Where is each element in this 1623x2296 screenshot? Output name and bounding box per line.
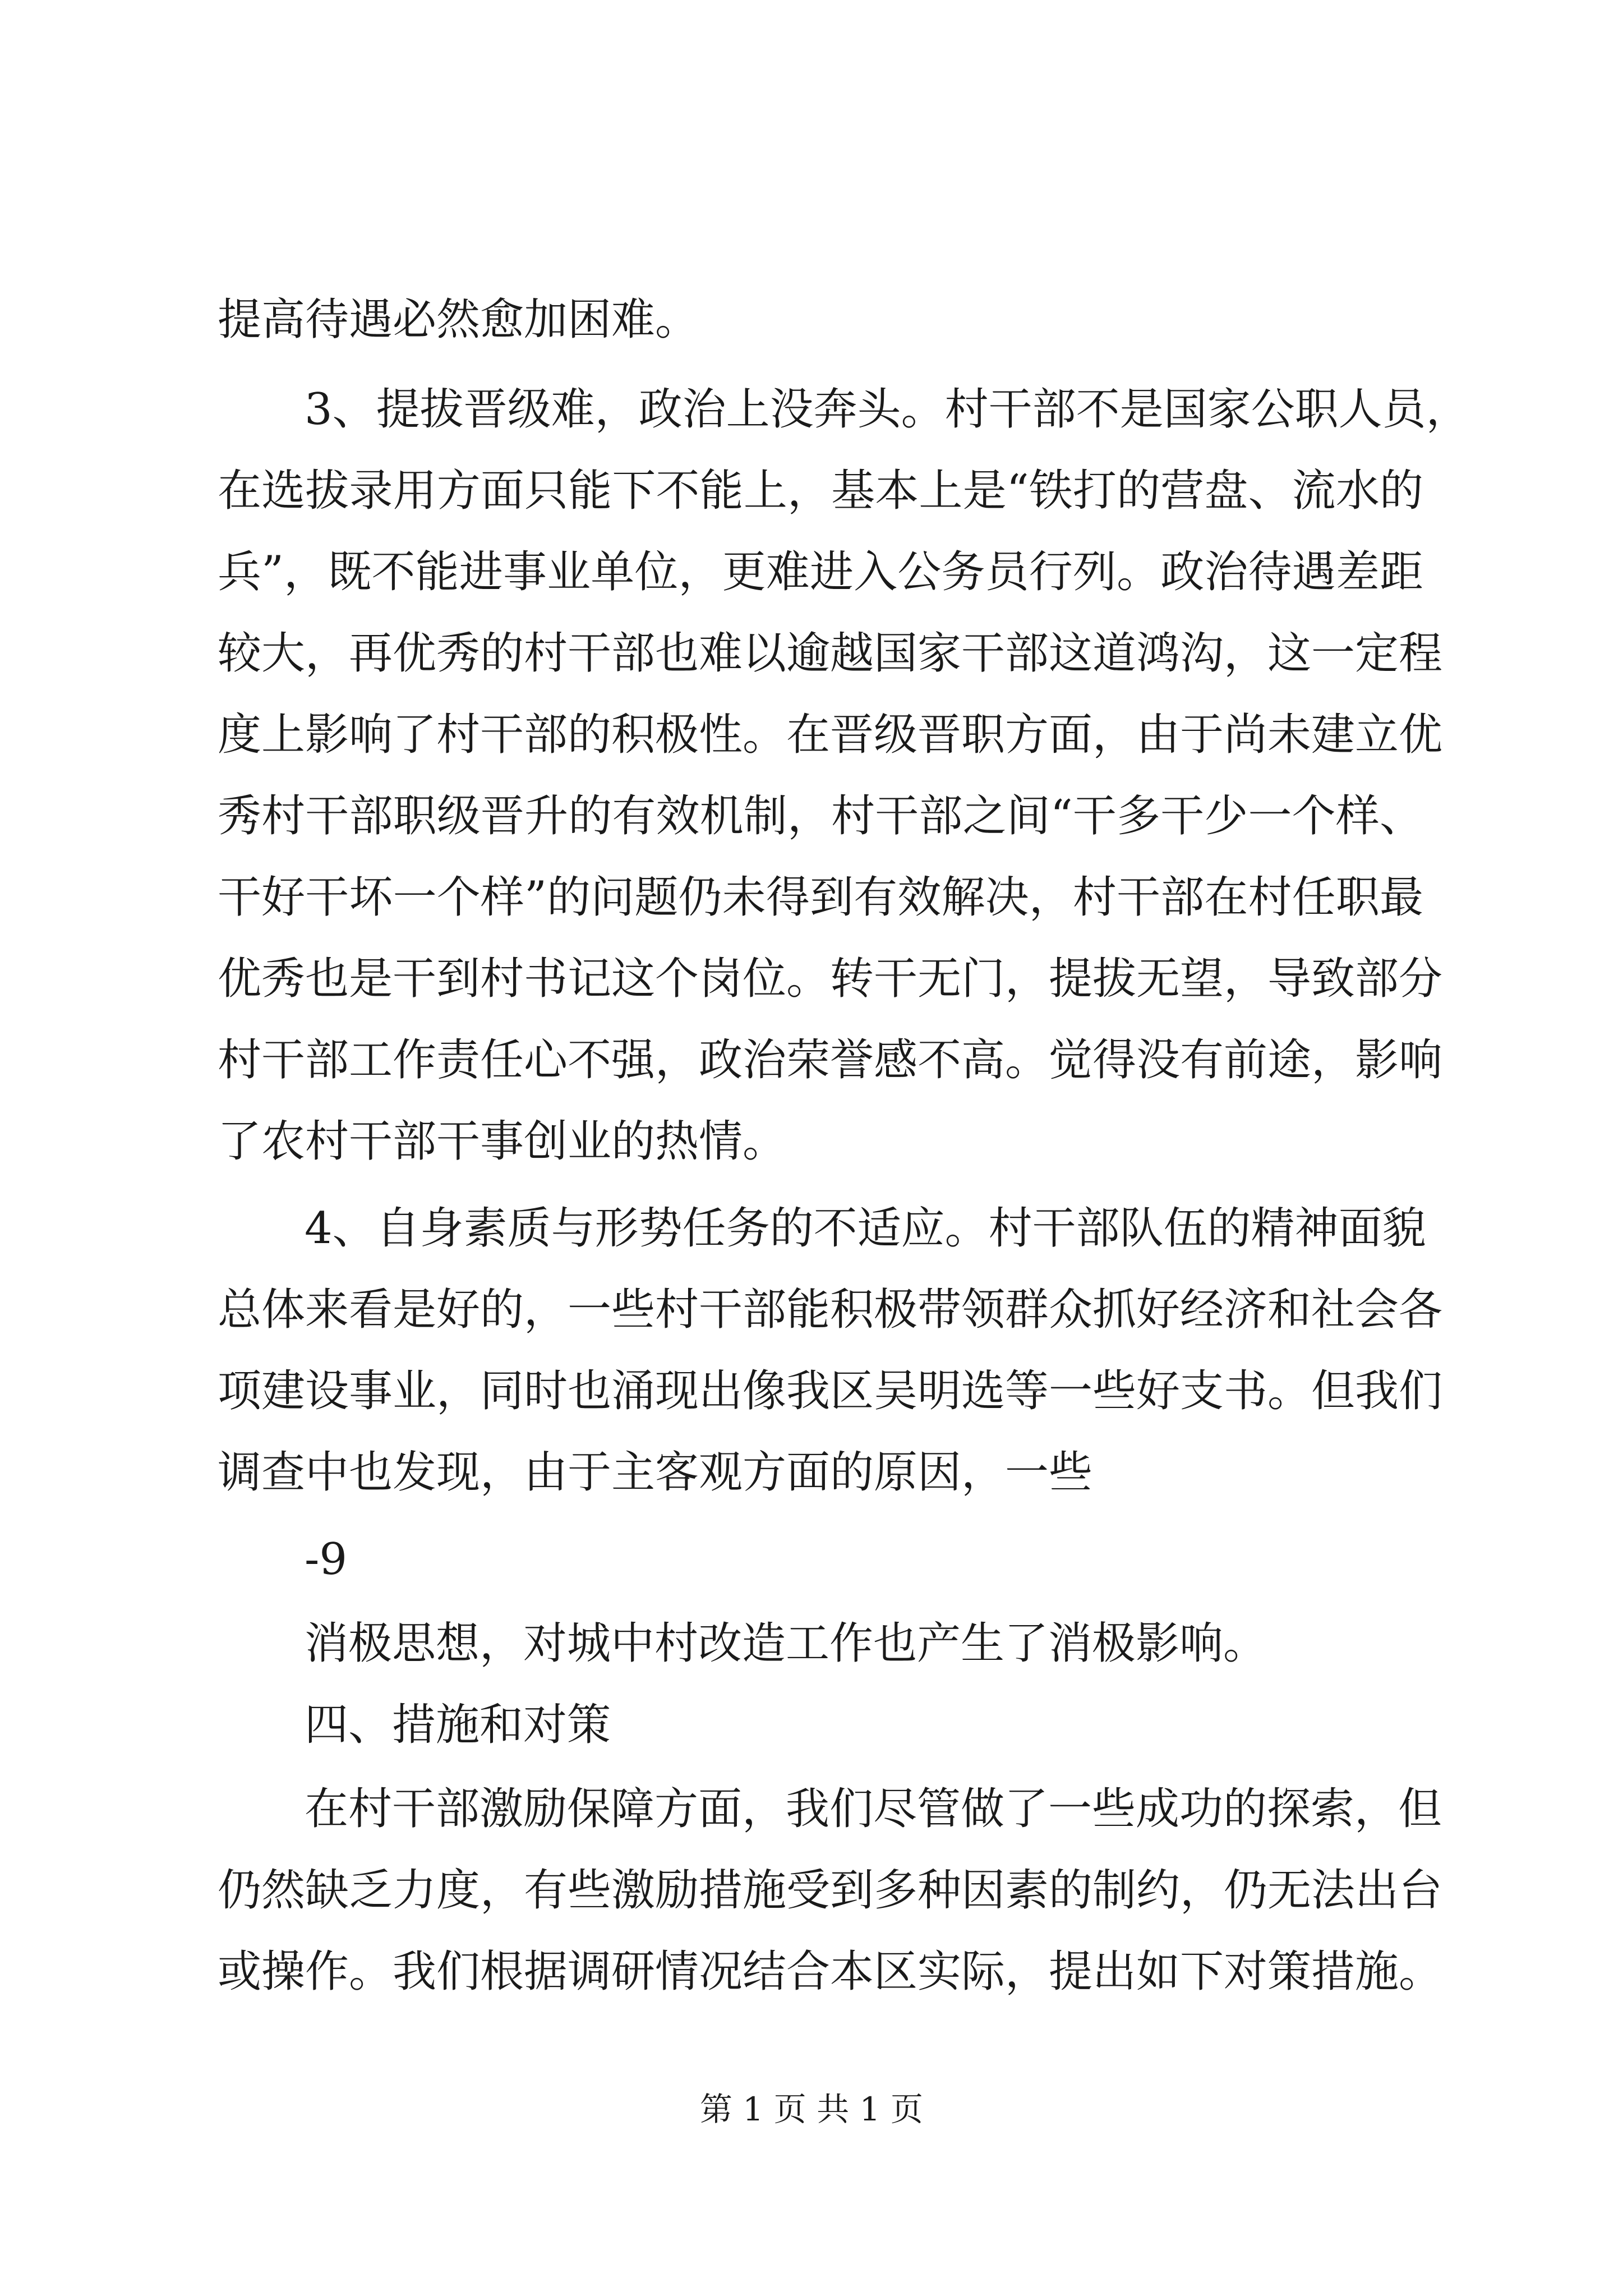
page-footer: 第 1 页 共 1 页: [700, 2090, 923, 2128]
text-line: 了农村干部干事创业的热情。: [218, 1116, 787, 1167]
text-line: 在村干部激励保障方面，我们尽管做了一些成功的探索，但: [305, 1784, 1442, 1834]
text-line: 村干部工作责任心不强，政治荣誉感不高。觉得没有前途，影响: [218, 1035, 1443, 1085]
text-line: 干好干坏一个样”的问题仍未得到有效解决，村干部在村任职最: [218, 872, 1423, 923]
page-marker: -9: [305, 1534, 347, 1585]
text-line: 优秀也是干到村书记这个岗位。转干无门，提拔无望，导致部分: [218, 954, 1443, 1004]
text-line: 消极思想，对城中村改造工作也产生了消极影响。: [305, 1618, 1267, 1669]
text-line: 提高待遇必然愈加困难。: [218, 295, 699, 345]
text-line: 在选拔录用方面只能下不能上，基本上是“铁打的营盘、流水的: [218, 466, 1423, 516]
text-line: 或操作。我们根据调研情况结合本区实际，提出如下对策措施。: [218, 1947, 1443, 1997]
text-line: 调查中也发现，由于主客观方面的原因，一些: [218, 1447, 1093, 1498]
text-line: 总体来看是好的，一些村干部能积极带领群众抓好经济和社会各: [218, 1285, 1443, 1335]
text-line: 4、自身素质与形势任务的不适应。村干部队伍的精神面貌: [305, 1203, 1426, 1254]
text-line: 较大，再优秀的村干部也难以逾越国家干部这道鸿沟，这一定程: [218, 628, 1443, 679]
section-heading: 四、措施和对策: [305, 1700, 611, 1750]
text-line: 度上影响了村干部的积极性。在晋级晋职方面，由于尚未建立优: [218, 710, 1443, 760]
text-line: 项建设事业，同时也涌现出像我区吴明选等一些好支书。但我们: [218, 1366, 1443, 1416]
text-line: 仍然缺乏力度，有些激励措施受到多种因素的制约，仍无法出台: [218, 1865, 1443, 1916]
text-line: 秀村干部职级晋升的有效机制，村干部之间“干多干少一个样、: [218, 791, 1423, 841]
text-line: 兵”，既不能进事业单位，更难进入公务员行列。政治待遇差距: [218, 547, 1423, 597]
text-line: 3、提拔晋级难，政治上没奔头。村干部不是国家公职人员，: [305, 384, 1470, 435]
